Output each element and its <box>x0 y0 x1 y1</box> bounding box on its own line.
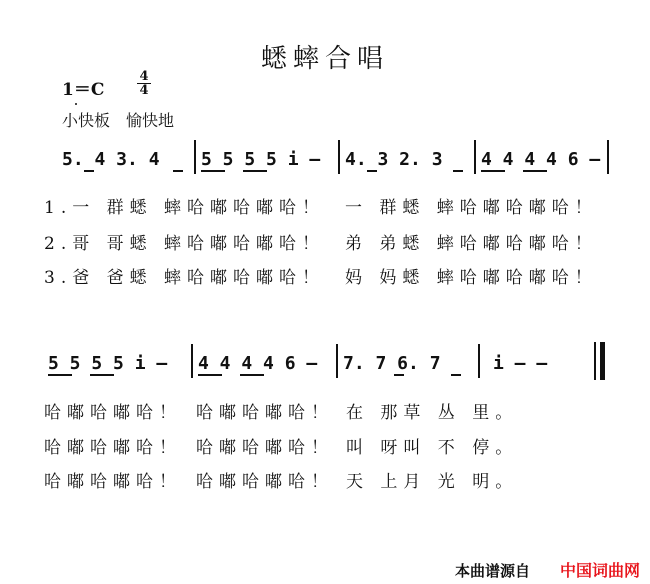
barline <box>194 140 196 174</box>
lyric-line: 妈 妈蟋 蟀哈嘟哈嘟哈！ <box>345 268 598 288</box>
barline <box>336 344 338 378</box>
underline <box>481 170 505 172</box>
lyric-line: 在 那草 丛 里。 <box>346 403 519 423</box>
lyric-line: 天 上月 光 明。 <box>346 472 519 492</box>
site-name[interactable]: 中国词曲网 <box>559 561 640 580</box>
tempo-marking: 小快板 愉快地 <box>62 111 175 130</box>
barline <box>474 140 476 174</box>
lyric-line: 哈嘟哈嘟哈！ <box>196 438 334 458</box>
measure: 4 4 4 4 6 – <box>198 353 318 374</box>
barline <box>607 140 609 174</box>
underline <box>198 374 222 376</box>
measure: 5 5 5 5 i – <box>48 353 168 374</box>
underline <box>48 374 72 376</box>
measure: 7. 7 6. 7 <box>343 353 441 374</box>
lyric-line: 一 群蟋 蟀哈嘟哈嘟哈！ <box>345 198 598 218</box>
measure: 5 5 5 5 i – <box>201 149 321 170</box>
meter-bottom: 4 <box>139 83 149 98</box>
underline <box>453 170 463 172</box>
barline <box>478 344 480 378</box>
measure: 5. 4 3. 4 <box>62 149 160 170</box>
lyric-line: 1.一 群蟋 蟀哈嘟哈嘟哈！ <box>44 198 326 218</box>
underline <box>201 170 225 172</box>
lyric-line: 叫 呀叫 不 停。 <box>346 438 519 458</box>
underline <box>394 374 404 376</box>
lyric-line: 哈嘟哈嘟哈！ <box>196 472 334 492</box>
measure: i – – <box>493 353 548 374</box>
final-barline-thick <box>600 342 605 380</box>
barline <box>191 344 193 378</box>
lyric-line: 哈嘟哈嘟哈！ <box>44 403 182 423</box>
lyric-line: 哈嘟哈嘟哈！ <box>44 438 182 458</box>
measure: 4. 3 2. 3 <box>345 149 443 170</box>
time-signature <box>137 70 151 97</box>
barline <box>338 140 340 174</box>
underline <box>240 374 264 376</box>
underline <box>451 374 461 376</box>
key-signature: 1＝C <box>62 80 105 100</box>
underline <box>523 170 547 172</box>
lyric-line: 2.哥 哥蟋 蟀哈嘟哈嘟哈！ <box>44 234 326 254</box>
dot-mark <box>75 103 77 105</box>
underline <box>243 170 267 172</box>
underline <box>84 170 94 172</box>
underline <box>367 170 377 172</box>
underline <box>90 374 114 376</box>
lyric-line: 哈嘟哈嘟哈！ <box>196 403 334 423</box>
source-label: 本曲谱源自 <box>454 562 530 580</box>
underline <box>173 170 183 172</box>
lyric-line: 哈嘟哈嘟哈！ <box>44 472 182 492</box>
meter-top: 4 <box>137 70 151 84</box>
measure: 4 4 4 4 6 – <box>481 149 601 170</box>
song-title: 蟋蟀合唱 <box>260 44 389 74</box>
final-barline-thin <box>594 342 596 380</box>
lyric-line: 弟 弟蟋 蟀哈嘟哈嘟哈！ <box>345 234 598 254</box>
lyric-line: 3.爸 爸蟋 蟀哈嘟哈嘟哈！ <box>44 268 326 288</box>
